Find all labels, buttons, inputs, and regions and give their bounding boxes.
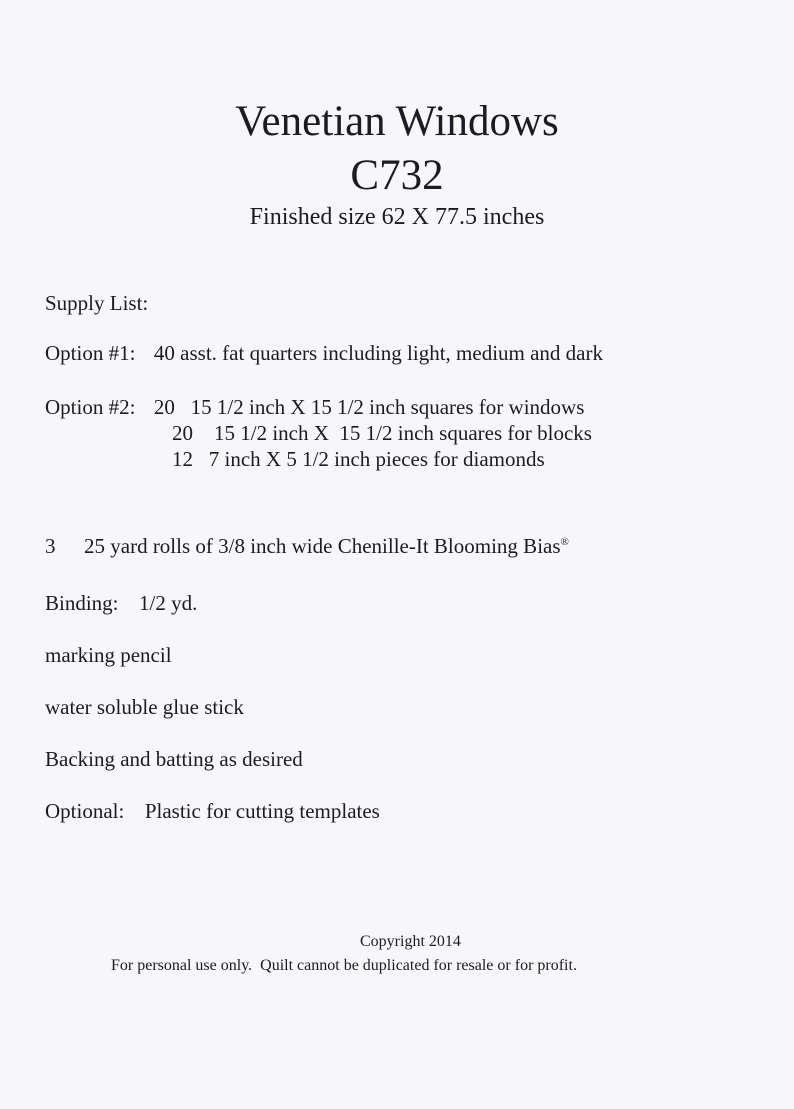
- option-2-item: 12 7 inch X 5 1/2 inch pieces for diamonds: [172, 447, 545, 471]
- binding-text: 1/2 yd.: [139, 591, 198, 615]
- option-2-line: [45, 394, 584, 420]
- optional-line: [45, 798, 380, 824]
- supply-item: Backing and batting as desired: [45, 747, 303, 771]
- binding-label: Binding:: [45, 591, 119, 615]
- option-1-label: Option #1:: [45, 341, 136, 365]
- bias-rolls-line: [45, 533, 569, 559]
- option-1-line: [45, 340, 603, 366]
- option-2-item: 20 15 1/2 inch X 15 1/2 inch squares for blocks: [172, 421, 592, 445]
- binding-line: [45, 590, 197, 616]
- bias-rolls-qty: 3: [45, 534, 56, 558]
- pattern-code: C732: [350, 152, 444, 199]
- bias-rolls-text: 25 yard rolls of 3/8 inch wide Chenille-It Blooming Bias: [84, 534, 561, 558]
- usage-notice: For personal use only. Quilt cannot be duplicated for resale or for profit.: [111, 957, 577, 974]
- option-2-item: 20 15 1/2 inch X 15 1/2 inch squares for windows: [153, 395, 585, 419]
- supply-item: marking pencil: [45, 643, 172, 667]
- registered-mark: ®: [560, 536, 569, 548]
- pattern-title: Venetian Windows: [235, 98, 559, 145]
- supply-list-heading: Supply List:: [45, 291, 149, 315]
- optional-text: Plastic for cutting templates: [144, 799, 380, 823]
- copyright-notice: Copyright 2014: [360, 933, 461, 950]
- option-1-text: 40 asst. fat quarters including light, medium and dark: [153, 341, 603, 365]
- supply-item: water soluble glue stick: [45, 695, 244, 719]
- finished-size: Finished size 62 X 77.5 inches: [249, 204, 545, 230]
- option-2-label: Option #2:: [45, 395, 136, 419]
- optional-label: Optional:: [45, 799, 125, 823]
